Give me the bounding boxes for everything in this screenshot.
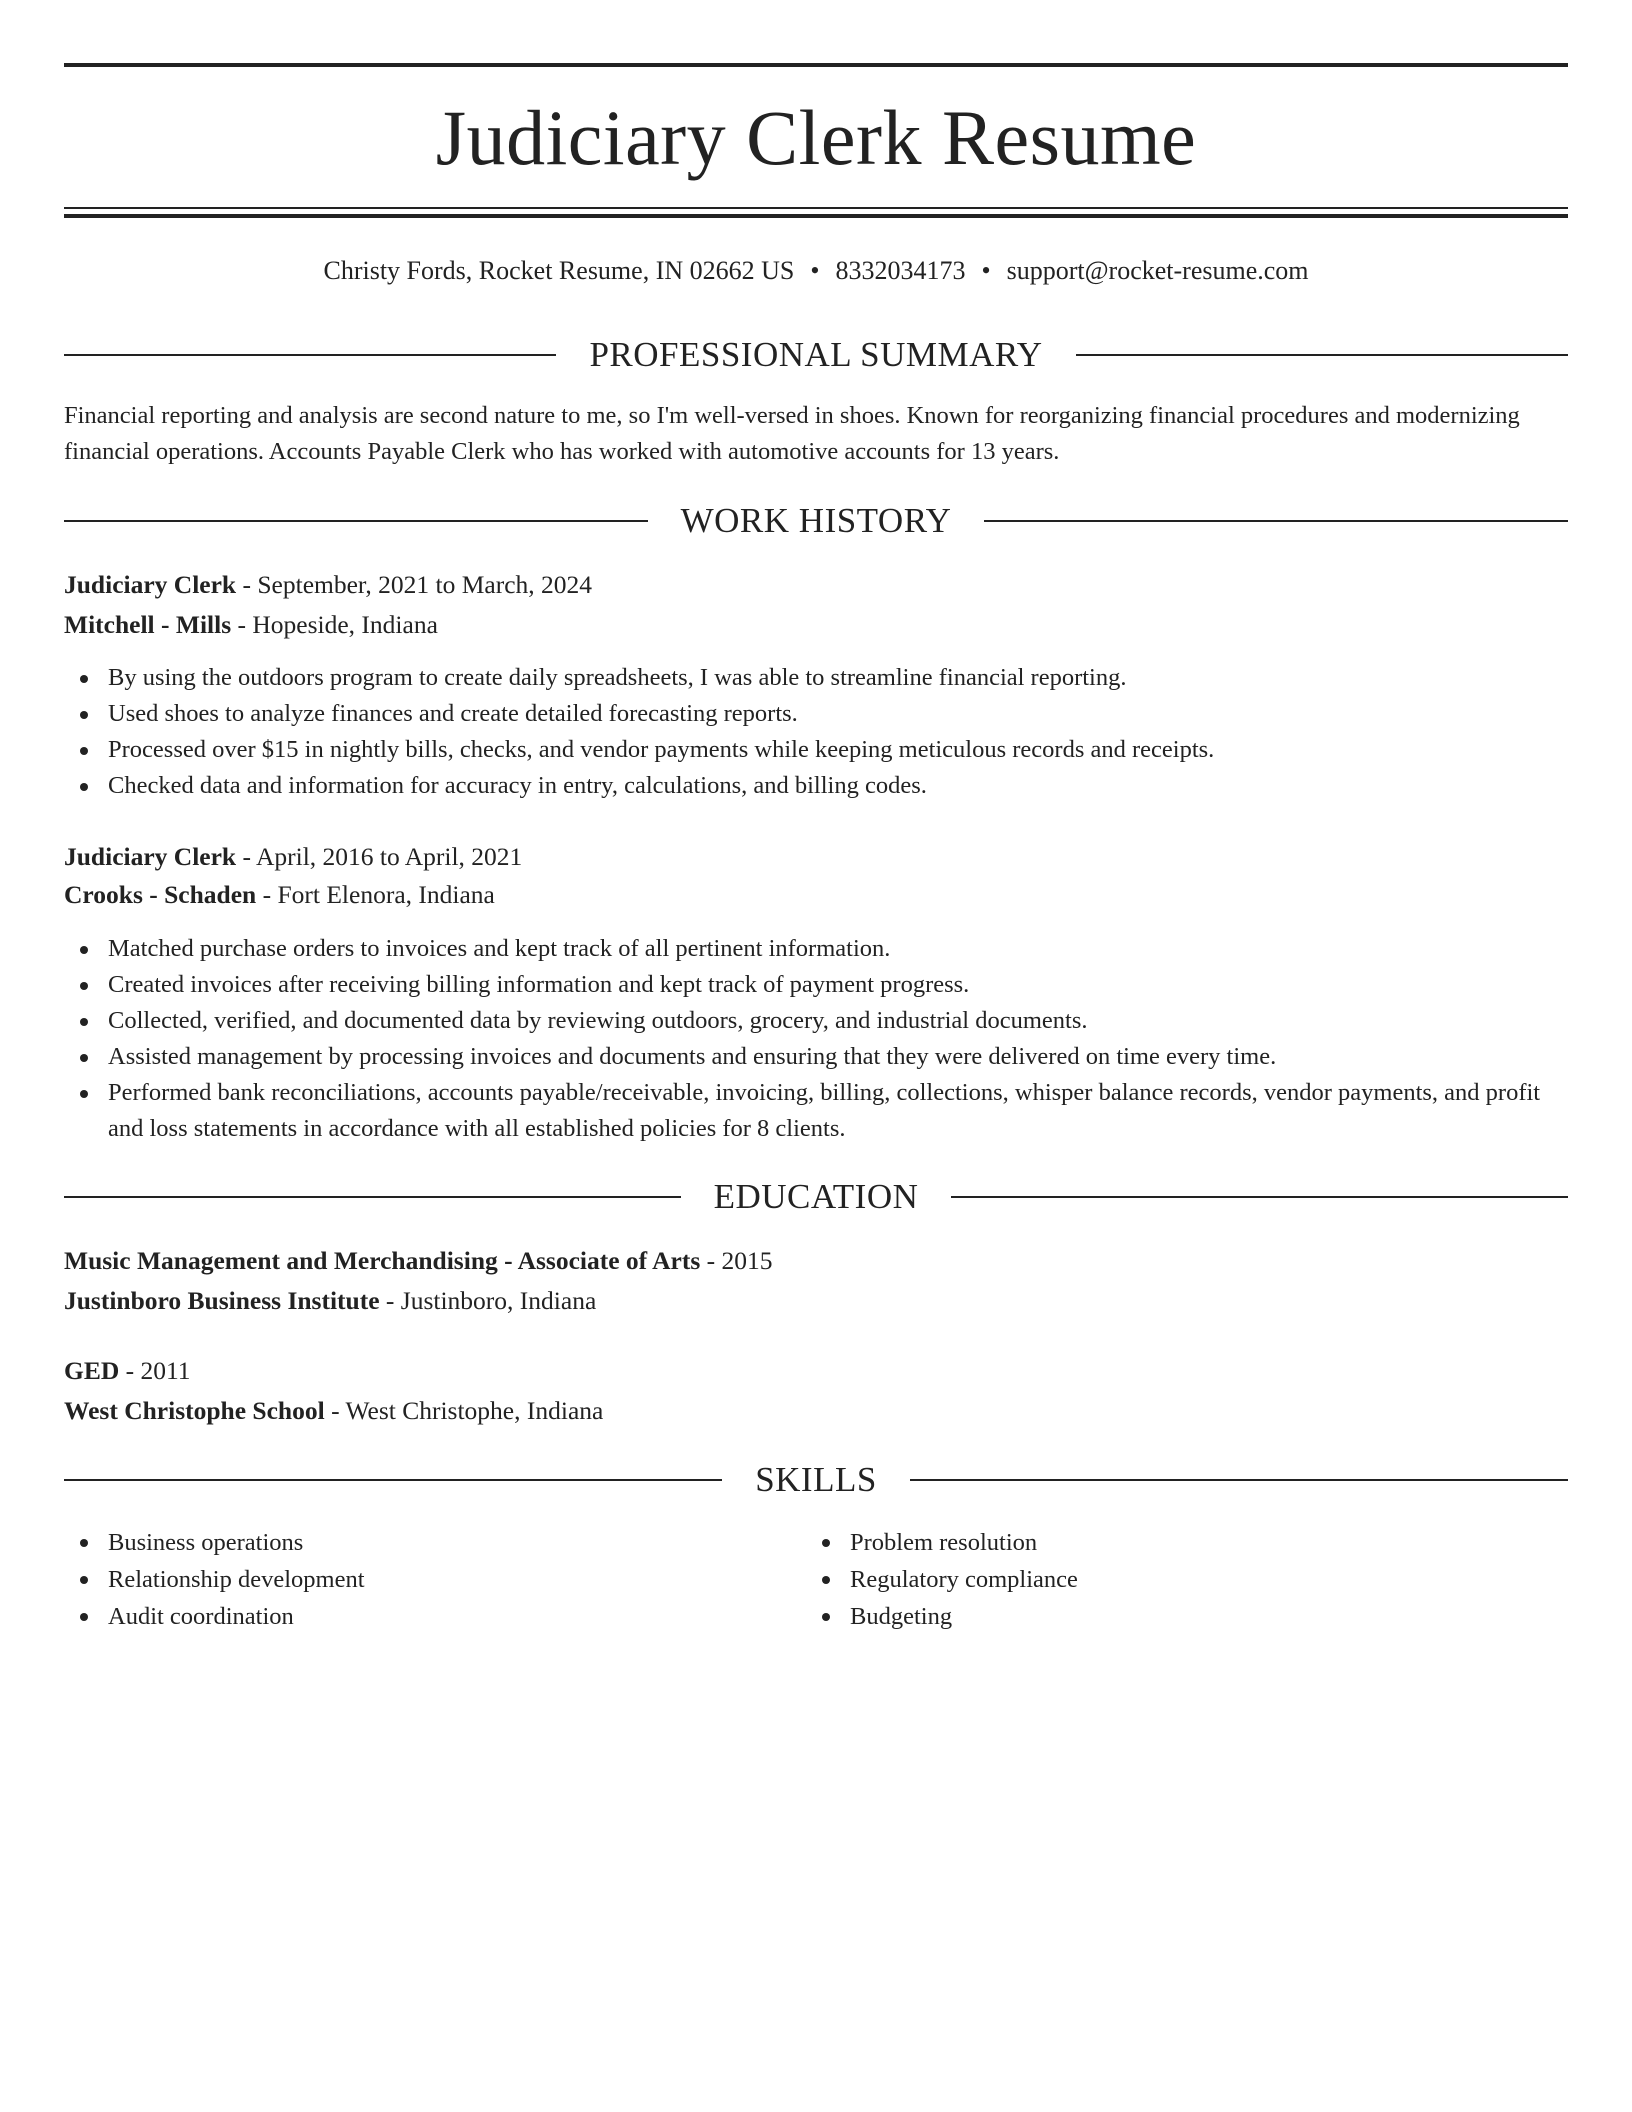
job-1-employer bbox=[64, 607, 1568, 643]
contact-phone: 8332034173 bbox=[835, 256, 966, 285]
school-name: West Christophe School bbox=[64, 1396, 325, 1425]
job-title: Judiciary Clerk bbox=[64, 570, 237, 599]
job-2-bullets bbox=[64, 931, 1568, 1147]
degree-year: - 2011 bbox=[119, 1356, 191, 1385]
contact-separator: • bbox=[810, 256, 820, 285]
list-item: Assisted management by processing invoices and documents and ensuring that they were delivered on time every time. bbox=[64, 1039, 1568, 1075]
list-item: Created invoices after receiving billing information and kept track of payment progress. bbox=[64, 967, 1568, 1003]
heading-rule-left bbox=[64, 520, 648, 522]
list-item: Collected, verified, and documented data by reviewing outdoors, grocery, and industrial documents. bbox=[64, 1003, 1568, 1039]
heading-rule-right bbox=[951, 1196, 1568, 1198]
skills-list-left bbox=[64, 1524, 764, 1635]
job-dates: - April, 2016 to April, 2021 bbox=[236, 842, 523, 871]
job-2-employer bbox=[64, 877, 1568, 913]
list-item: Processed over $15 in nightly bills, checks, and vendor payments while keeping meticulous records and receipts. bbox=[64, 732, 1568, 768]
heading-rule-left bbox=[64, 1196, 681, 1198]
education-heading-label: EDUCATION bbox=[713, 1177, 919, 1216]
work-heading bbox=[64, 499, 1568, 543]
skill-item: Problem resolution bbox=[806, 1524, 1506, 1561]
heading-rule-left bbox=[64, 354, 556, 356]
education-2-degree bbox=[64, 1353, 1568, 1389]
list-item: Used shoes to analyze finances and create detailed forecasting reports. bbox=[64, 696, 1568, 732]
school-location: - Justinboro, Indiana bbox=[379, 1286, 597, 1315]
skill-item: Audit coordination bbox=[64, 1598, 764, 1635]
degree-name: Music Management and Merchandising - Associate of Arts bbox=[64, 1246, 701, 1275]
title-rule-thin bbox=[64, 207, 1568, 209]
skill-item: Budgeting bbox=[806, 1598, 1506, 1635]
skills-heading bbox=[64, 1458, 1568, 1502]
list-item: Checked data and information for accuracy in entry, calculations, and billing codes. bbox=[64, 768, 1568, 804]
skill-item: Relationship development bbox=[64, 1561, 764, 1598]
education-1-degree bbox=[64, 1243, 1568, 1279]
list-item: Matched purchase orders to invoices and kept track of all pertinent information. bbox=[64, 931, 1568, 967]
list-item: Performed bank reconciliations, accounts payable/receivable, invoicing, billing, collections, whisper balance records, vendor payments, and profit and loss statements in accordance with all established policies for 8 clients. bbox=[64, 1075, 1568, 1147]
degree-name: GED bbox=[64, 1356, 120, 1385]
education-2-school bbox=[64, 1393, 1568, 1429]
contact-separator: • bbox=[981, 256, 991, 285]
job-2-header bbox=[64, 839, 1568, 875]
summary-text: Financial reporting and analysis are second nature to me, so I'm well-versed in shoes. Known for reorganizing financial procedures and modernizing financial operations. Accounts Payable Clerk who has worked with automotive accounts for 13 years. bbox=[64, 402, 1520, 465]
job-company: Crooks - Schaden bbox=[64, 880, 257, 909]
contact-email: support@rocket-resume.com bbox=[1006, 256, 1309, 285]
job-1-bullets bbox=[64, 660, 1568, 804]
school-location: - West Christophe, Indiana bbox=[324, 1396, 604, 1425]
job-company: Mitchell - Mills bbox=[64, 610, 232, 639]
heading-rule-right bbox=[910, 1479, 1568, 1481]
education-1-school bbox=[64, 1283, 1568, 1319]
job-location: - Fort Elenora, Indiana bbox=[256, 880, 495, 909]
degree-year: - 2015 bbox=[700, 1246, 773, 1275]
heading-rule-right bbox=[1076, 354, 1568, 356]
job-title: Judiciary Clerk bbox=[64, 842, 237, 871]
summary-heading bbox=[64, 333, 1568, 377]
heading-rule-right bbox=[984, 520, 1568, 522]
title-rule-thick bbox=[64, 214, 1568, 218]
skill-item: Regulatory compliance bbox=[806, 1561, 1506, 1598]
heading-rule-left bbox=[64, 1479, 722, 1481]
summary-heading-label: PROFESSIONAL SUMMARY bbox=[589, 335, 1043, 374]
education-heading bbox=[64, 1175, 1568, 1219]
job-location: - Hopeside, Indiana bbox=[231, 610, 438, 639]
skills-list-right bbox=[806, 1524, 1506, 1635]
contact-address: Christy Fords, Rocket Resume, IN 02662 US bbox=[323, 256, 795, 285]
skill-item: Business operations bbox=[64, 1524, 764, 1561]
skills-heading-label: SKILLS bbox=[755, 1460, 877, 1499]
resume-title: Judiciary Clerk Resume bbox=[435, 94, 1197, 181]
work-heading-label: WORK HISTORY bbox=[680, 501, 952, 540]
school-name: Justinboro Business Institute bbox=[64, 1286, 380, 1315]
list-item: By using the outdoors program to create daily spreadsheets, I was able to streamline financial reporting. bbox=[64, 660, 1568, 696]
job-dates: - September, 2021 to March, 2024 bbox=[236, 570, 593, 599]
job-1-header bbox=[64, 567, 1568, 603]
top-rule bbox=[64, 63, 1568, 67]
contact-info bbox=[64, 252, 1568, 290]
